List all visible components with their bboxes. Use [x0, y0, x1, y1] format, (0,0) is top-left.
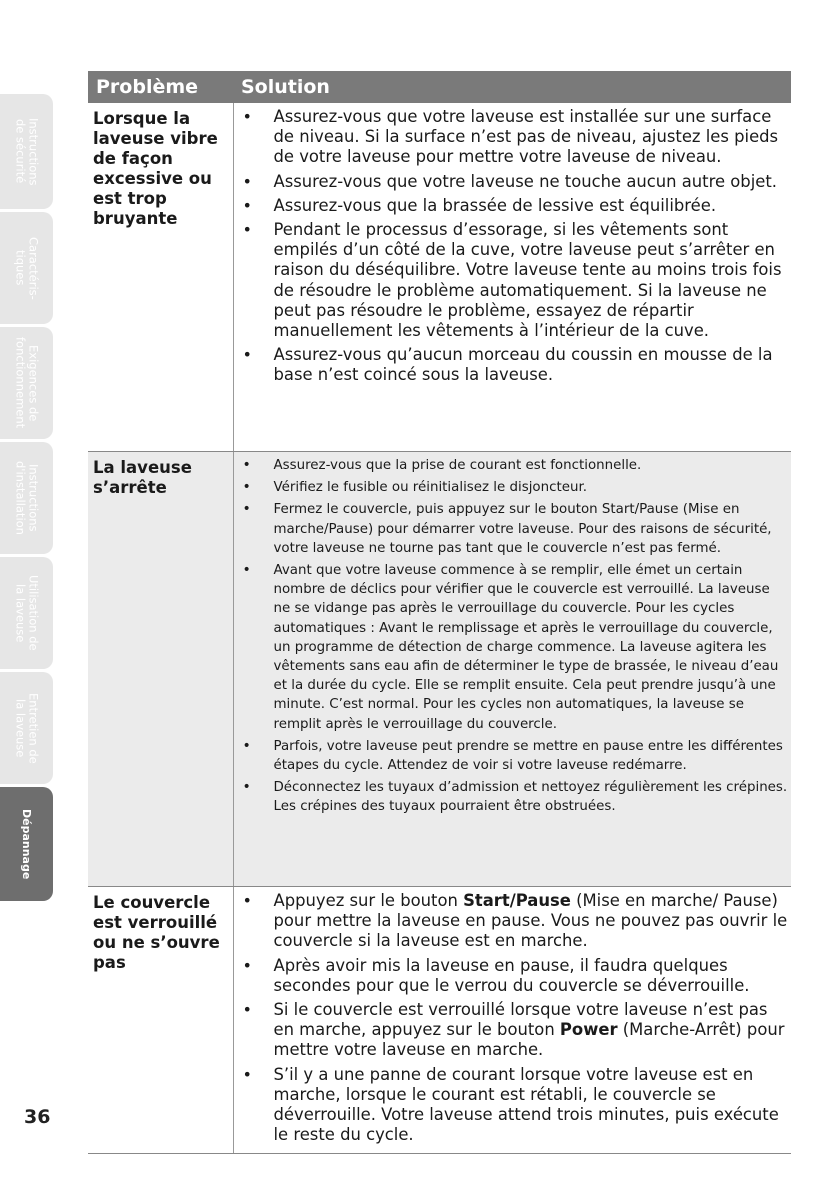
table-row	[88, 887, 791, 1154]
tab-features[interactable]	[0, 212, 53, 324]
tab-washer-care[interactable]	[0, 672, 53, 784]
text-run: Si le couvercle est verrouillé lorsque votre laveuse n’est pas en marche, appuyez sur le bouton	[273, 1000, 768, 1040]
tab-troubleshooting[interactable]	[0, 787, 53, 901]
tab-label: Instructions de sécurité	[13, 117, 41, 186]
list-item	[234, 1000, 792, 1061]
header-solution: Solution	[233, 71, 791, 103]
text-run: (Mise en marche/ Pause) pour mettre la laveuse en pause. Vous ne pouvez pas ouvrir le couvercle si la laveuse est en marche.	[273, 891, 788, 951]
list-item: • Assurez-vous que votre laveuse est installée sur une surface de niveau. Si la surface n’est pas de niveau, ajustez les pieds de votre laveuse pour mettre votre laveuse de niveau.	[234, 107, 792, 168]
tab-using-washer[interactable]	[0, 557, 53, 669]
page-number: 36	[24, 1106, 51, 1128]
solution-list	[234, 107, 792, 386]
list-item: • Parfois, votre laveuse peut prendre se mettre en pause entre les différentes étapes du cycle. Attendez de voir si votre laveuse redémarre.	[234, 737, 792, 775]
tab-label: Entretien de la laveuse	[13, 692, 41, 764]
list-item	[234, 956, 792, 996]
list-item: • Assurez-vous que la prise de courant est fonctionnelle.	[234, 456, 792, 475]
solution-cell	[233, 887, 791, 1154]
table-header-row	[88, 71, 791, 103]
header-problem: Problème	[88, 71, 233, 103]
text-run: Après avoir mis la laveuse en pause, il faudra quelques secondes pour que le verrou du couvercle se déverrouille.	[273, 955, 750, 995]
solution-cell	[233, 103, 791, 452]
button-name: Power	[559, 1020, 618, 1040]
solution-list	[234, 456, 792, 817]
list-item: • Assurez-vous qu’aucun morceau du coussin en mousse de la base n’est coincé sous la laveuse.	[234, 345, 792, 385]
table-row	[88, 103, 791, 452]
list-item: • Pendant le processus d’essorage, si les vêtements sont empilés d’un côté de la cuve, votre laveuse peut s’arrêter en raison du déséquilibre. Votre laveuse tente au moins trois fois de résoudre le problème automatiquement. Si la laveuse ne peut pas résoudre le problème, essayez de répartir manuellement les vêtements à l’intérieur de la cuve.	[234, 220, 792, 341]
tab-installation-instructions[interactable]	[0, 442, 53, 554]
list-item: • Fermez le couvercle, puis appuyez sur le bouton Start/Pause (Mise en marche/Pause) pour démarrer votre laveuse. Pour des raisons de sécurité, votre laveuse ne tourne pas tant que le couvercle n’est pas fermé.	[234, 500, 792, 558]
solution-list	[234, 891, 792, 1145]
problem-cell: Lorsque la laveuse vibre de façon excessive ou est trop bruyante	[88, 103, 233, 452]
problem-cell: Le couvercle est verrouillé ou ne s’ouvre pas	[88, 887, 233, 1154]
tab-operating-requirements[interactable]	[0, 327, 53, 439]
text-run: S’il y a une panne de courant lorsque votre laveuse est en marche, lorsque le courant est rétabli, le couvercle se déverrouille. Votre laveuse attend trois minutes, puis exécute le reste du cycle.	[273, 1064, 779, 1145]
tab-label: Instructions d'installation	[13, 461, 41, 535]
list-item: • Vérifiez le fusible ou réinitialisez le disjoncteur.	[234, 478, 792, 497]
list-item: • Assurez-vous que votre laveuse ne touche aucun autre objet.	[234, 172, 792, 192]
list-item: • Assurez-vous que la brassée de lessive est équilibrée.	[234, 196, 792, 216]
text-run: (Marche-Arrêt) pour mettre votre laveuse en marche.	[273, 1020, 785, 1060]
list-item: • Avant que votre laveuse commence à se remplir, elle émet un certain nombre de déclics pour vérifier que le couvercle est verrouillé. La laveuse ne se vidange pas après le verrouillage du couvercle. Pour les cycles automatiques : Avant le remplissage et après le verrouillage du couvercle, un programme de détection de charge commence. La laveuse agitera les vêtements sans eau afin de déterminer le type de brassée, le niveau d’eau et la durée du cycle. Elle se remplit ensuite. Cela peut prendre jusqu’à une minute. C’est normal. Pour les cycles non automatiques, la laveuse se remplit après le verrouillage du couvercle.	[234, 561, 792, 734]
troubleshooting-table	[88, 71, 791, 1154]
table-row	[88, 452, 791, 887]
tab-label: Utilisation de la laveuse	[13, 575, 41, 651]
list-item	[234, 1065, 792, 1146]
tab-label: Caractéris- tiques	[13, 236, 41, 300]
tab-label: Dépannage	[20, 808, 33, 880]
text-run: Appuyez sur le bouton	[273, 891, 464, 910]
problem-cell: La laveuse s’arrête	[88, 452, 233, 887]
button-name: Start/Pause	[463, 891, 571, 910]
tab-label: Exigences de fonctionnement	[13, 337, 41, 429]
tab-safety-instructions[interactable]	[0, 94, 53, 209]
list-item	[234, 891, 792, 952]
list-item: • Déconnectez les tuyaux d’admission et nettoyez régulièrement les crépines. Les crépines des tuyaux pourraient être obstruées.	[234, 778, 792, 816]
solution-cell	[233, 452, 791, 887]
